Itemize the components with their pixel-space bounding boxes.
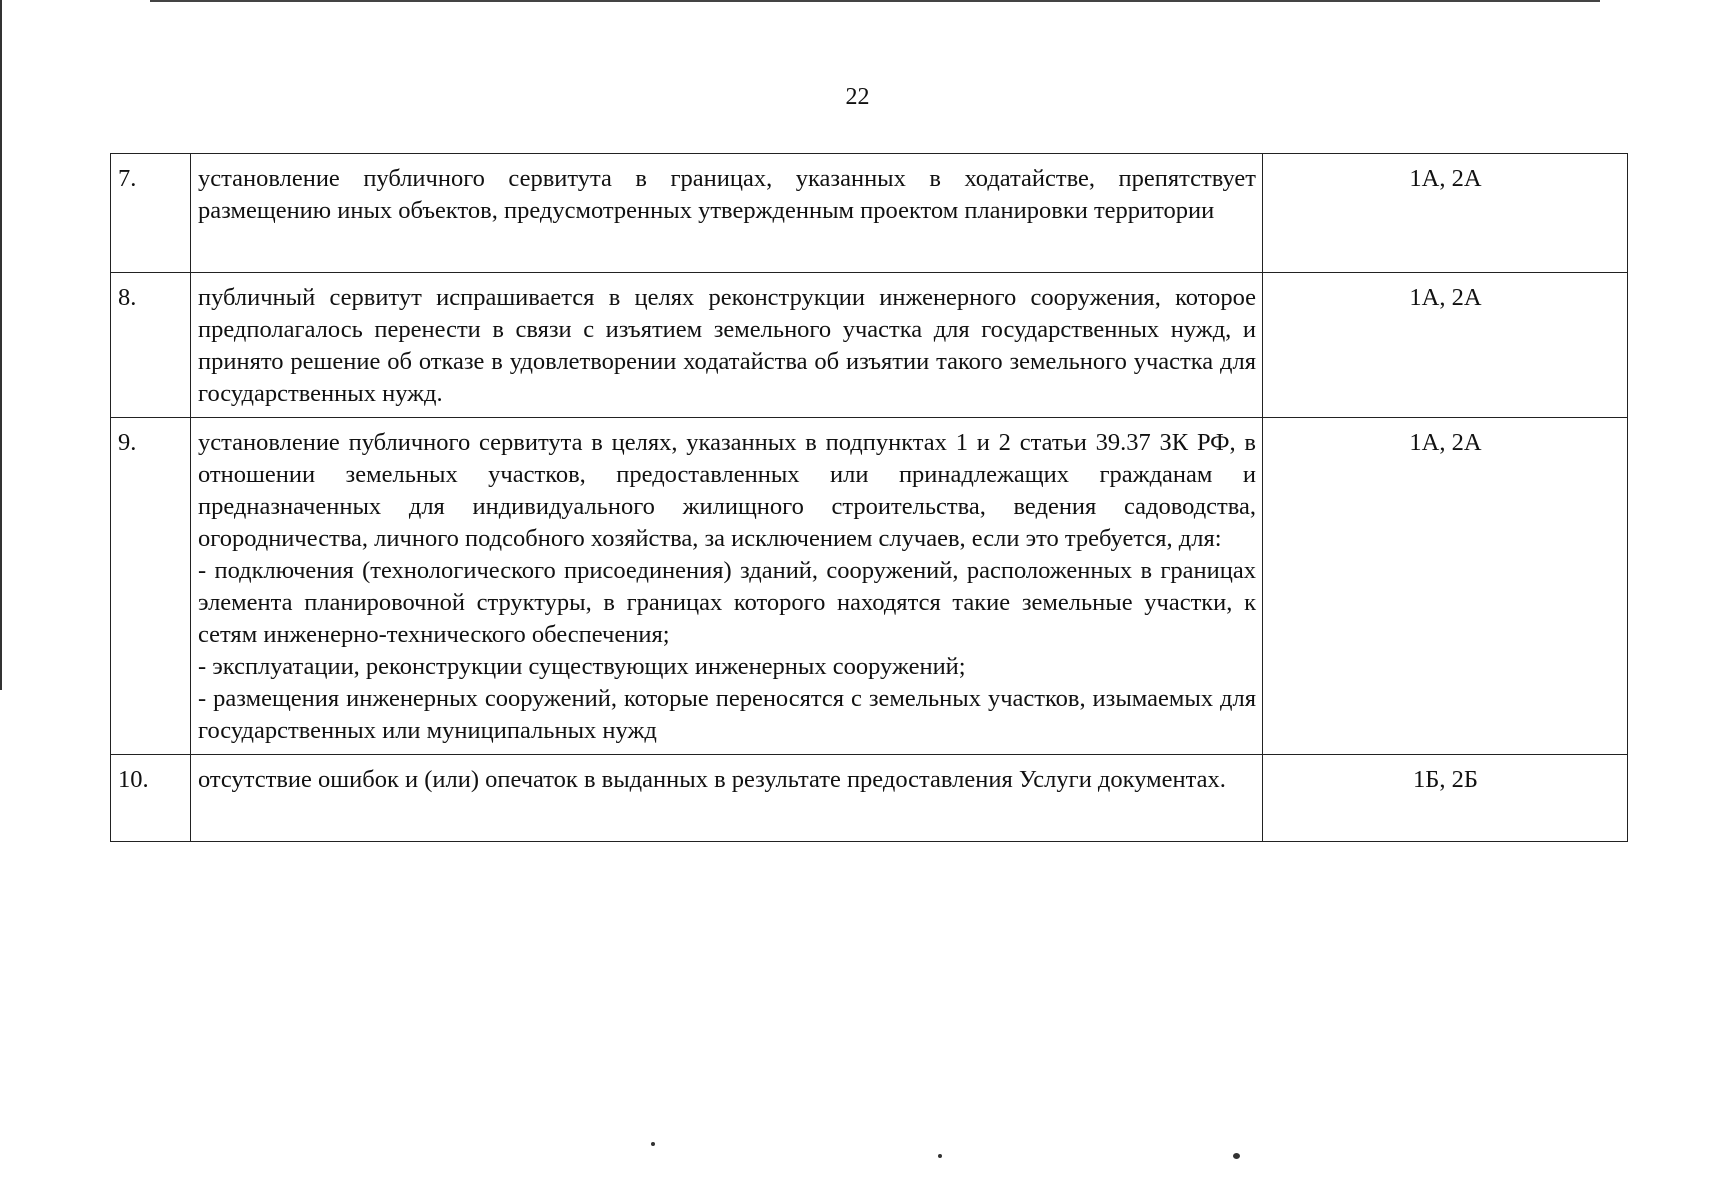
description-paragraph: установление публичного сервитута в границах, указанных в ходатайстве, препятствует размещению иных объектов, предусмотренных утвержденным проектом планировки территории (198, 165, 1256, 224)
refusal-grounds-table (110, 153, 1628, 842)
table-row (111, 273, 1628, 418)
description-paragraph: публичный сервитут испрашивается в целях реконструкции инженерного сооружения, которое предполагалось перенести в связи с изъятием земельного участка для государственных нужд, и принято решение об отказе в удовлетворении ходатайства об изъятии такого земельного участка для государственных нужд. (198, 284, 1256, 407)
description-list-item: - эксплуатации, реконструкции существующих инженерных сооружений; (198, 653, 966, 680)
row-number: 7. (111, 154, 191, 273)
table-row (111, 755, 1628, 842)
row-number: 8. (111, 273, 191, 418)
row-description (191, 418, 1263, 755)
table-row (111, 154, 1628, 273)
description-paragraph: отсутствие ошибок и (или) опечаток в выданных в результате предоставления Услуги документах. (198, 766, 1226, 793)
row-number: 10. (111, 755, 191, 842)
table-row (111, 418, 1628, 755)
row-description (191, 273, 1263, 418)
page-number: 22 (845, 84, 870, 110)
row-description (191, 755, 1263, 842)
scan-speck (651, 1142, 655, 1146)
row-code: 1Б, 2Б (1263, 755, 1628, 842)
description-list-item: - подключения (технологического присоединения) зданий, сооружений, расположенных в границах элемента планировочной структуры, в границах которого находятся такие земельные участки, к сетям инженерно-технического обеспечения; (198, 557, 1256, 648)
description-list-item: - размещения инженерных сооружений, которые переносятся с земельных участков, изымаемых для государственных или муниципальных нужд (198, 685, 1256, 744)
row-code: 1А, 2А (1263, 273, 1628, 418)
row-code: 1А, 2А (1263, 154, 1628, 273)
description-paragraph: установление публичного сервитута в целях, указанных в подпунктах 1 и 2 статьи 39.37 ЗК РФ, в отношении земельных участков, предоставленных или принадлежащих гражданам и предназначенных для индивидуального жилищного строительства, ведения садоводства, огородничества, личного подсобного хозяйства, за исключением случаев, если это требуется, для: (198, 429, 1256, 552)
row-number: 9. (111, 418, 191, 755)
row-description (191, 154, 1263, 273)
scan-edge-top (150, 0, 1600, 2)
scan-speck (938, 1154, 942, 1158)
row-code: 1А, 2А (1263, 418, 1628, 755)
scan-speck (1233, 1153, 1240, 1159)
